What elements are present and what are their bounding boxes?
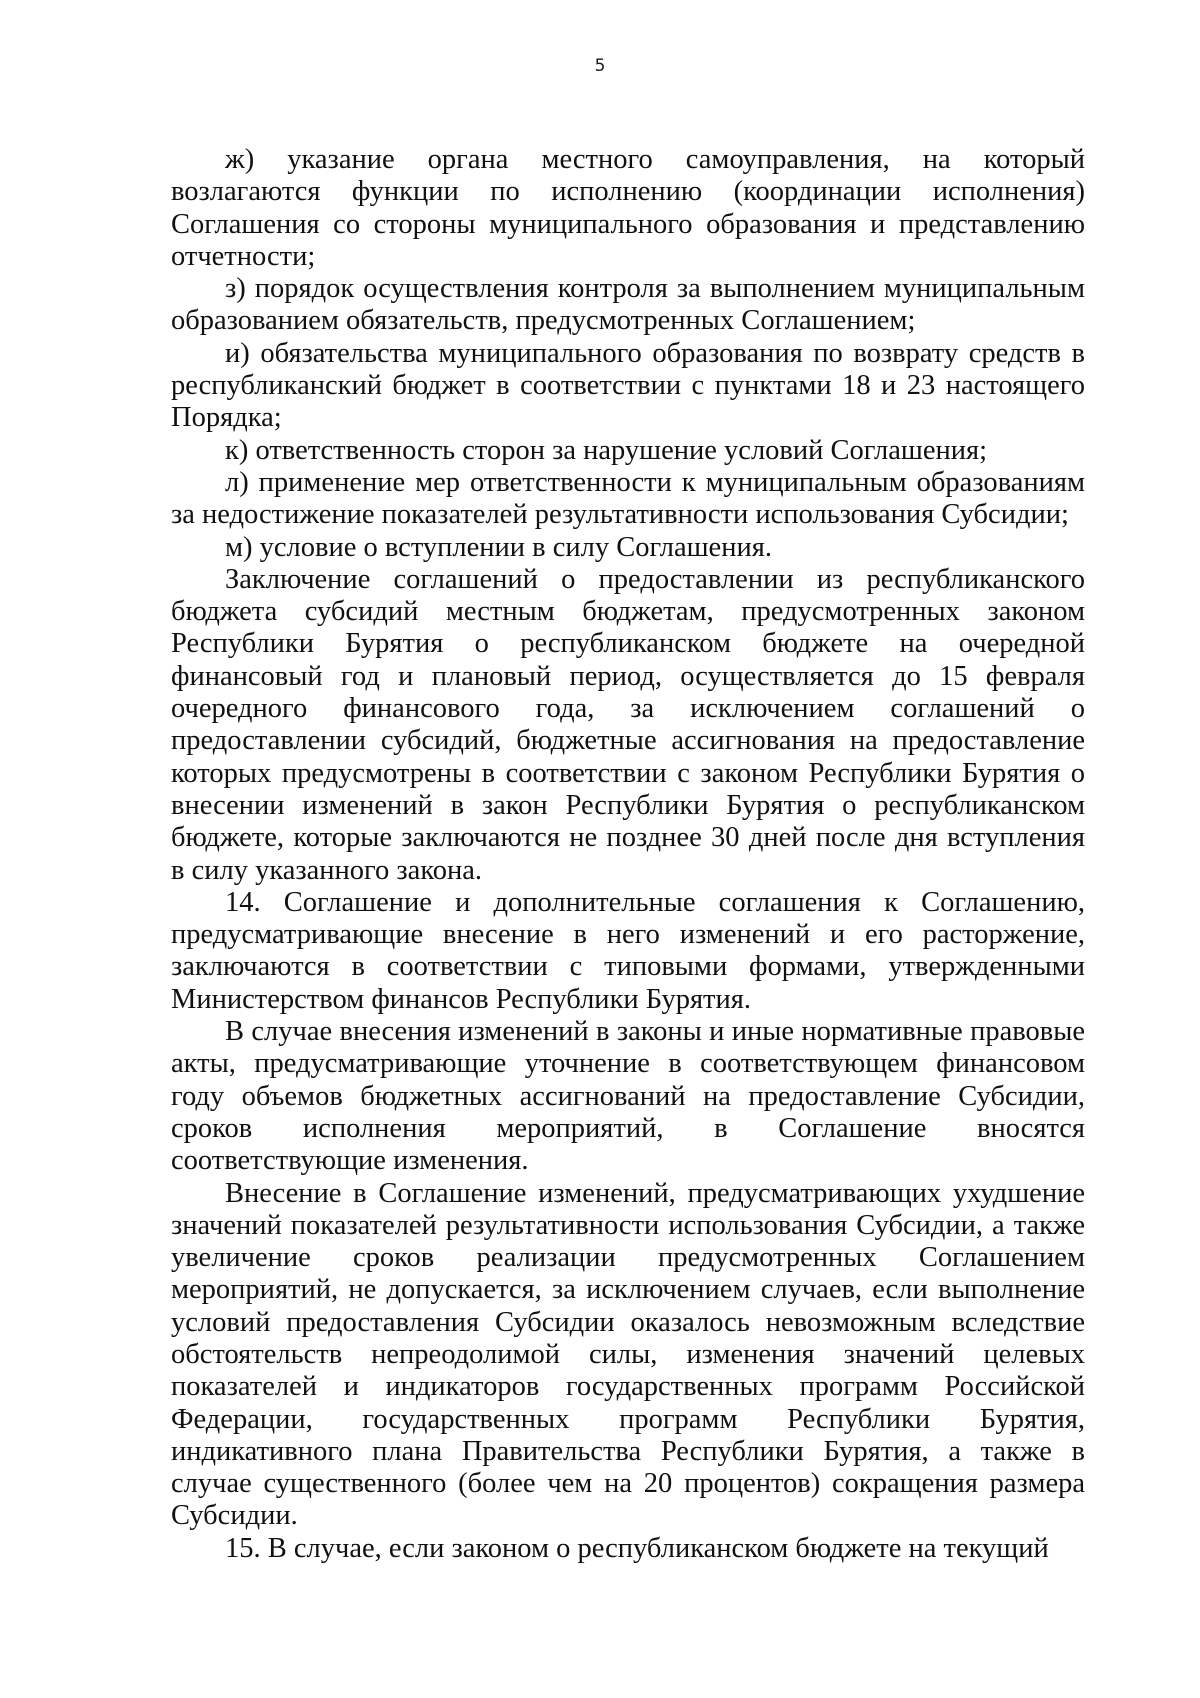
document-body (171, 144, 1085, 1565)
paragraph-item-l: л) применение мер ответственности к муниципальным образованиям за недостижение показателей результативности использования Субсидии; (171, 466, 1085, 531)
paragraph-item-k: к) ответственность сторон за нарушение условий Соглашения; (225, 434, 988, 466)
paragraph-amendments: В случае внесения изменений в законы и иные нормативные правовые акты, предусматривающие уточнение в соответствующем финансовом году объемов бюджетных ассигнований на предоставление Субсидии, сроков исполнения мероприятий, в Соглашение вносятся соответствующие изменения. (171, 1016, 1085, 1177)
paragraph-item-i: и) обязательства муниципального образования по возврату средств в республиканский бюджет в соответствии с пунктами 18 и 23 настоящего Порядка; (171, 337, 1085, 434)
paragraph-item-m: м) условие о вступлении в силу Соглашения. (225, 531, 772, 563)
paragraph-section-14: 14. Соглашение и дополнительные соглашения к Соглашению, предусматривающие внесение в него изменений и его расторжение, заключаются в соответствии с типовыми формами, утвержденными Министерством финансов Республики Бурятия. (171, 886, 1085, 1015)
paragraph-item-z: з) порядок осуществления контроля за выполнением муниципальным образованием обязательств, предусмотренных Соглашением; (171, 273, 1085, 337)
paragraph-changes-restrictions: Внесение в Соглашение изменений, предусматривающих ухудшение значений показателей результативности использования Субсидии, а также увеличение сроков реализации предусмотренных Соглашением мероприятий, не допускается, за исключением случаев, если выполнение условий предоставления Субсидии оказалось невозможным вследствие обстоятельств непреодолимой силы, изменения значений целевых показателей и индикаторов государственных программ Российской Федерации, государственных программ Республики Бурятия, индикативного плана Правительства Республики Бурятия, а также в случае существенного (более чем на 20 процентов) сокращения размера Субсидии. (171, 1177, 1085, 1532)
page-number: 5 (594, 56, 606, 76)
paragraph-agreements-deadline: Заключение соглашений о предоставлении из республиканского бюджета субсидий местным бюджетам, предусмотренных законом Республики Бурятия о республиканском бюджете на очередной финансовый год и плановый период, осуществляется до 15 февраля очередного финансового года, за исключением соглашений о предоставлении субсидий, бюджетные ассигнования на предоставление которых предусмотрены в соответствии с законом Республики Бурятия о внесении изменений в закон Республики Бурятия о республиканском бюджете, которые заключаются не позднее 30 дней после дня вступления в силу указанного закона. (171, 563, 1085, 886)
paragraph-item-zh: ж) указание органа местного самоуправления, на который возлагаются функции по исполнению (координации исполнения) Соглашения со стороны муниципального образования и представлению отчетности; (171, 144, 1085, 272)
paragraph-section-15: 15. В случае, если законом о республиканском бюджете на текущий (225, 1532, 1049, 1564)
